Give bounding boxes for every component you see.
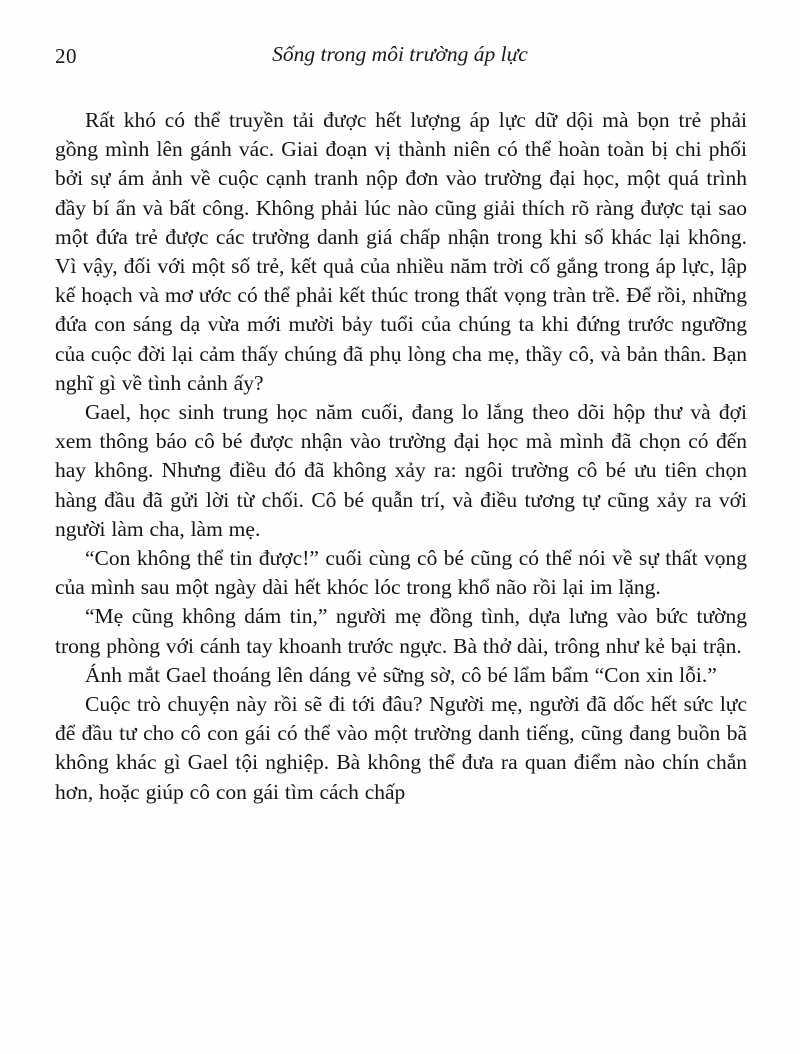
paragraph: “Con không thể tin được!” cuối cùng cô bé cũng có thể nói về sự thất vọng của mình sau một ngày dài hết khóc lóc trong khổ não rồi lại im lặng. (55, 546, 747, 600)
paragraph: Gael, học sinh trung học năm cuối, đang lo lắng theo dõi hộp thư và đợi xem thông báo cô bé được nhận vào trường đại học mà mình đã chọn có đến hay không. Nhưng điều đó đã không xảy ra: ngôi trường cô bé ưu tiên chọn hàng đầu đã gửi lời từ chối. Cô bé quẫn trí, và điều tương tự cũng xảy ra với người làm cha, làm mẹ. (55, 400, 747, 541)
page-number: 20 (55, 44, 77, 68)
paragraph: “Mẹ cũng không dám tin,” người mẹ đồng tình, dựa lưng vào bức tường trong phòng với cánh tay khoanh trước ngực. Bà thở dài, trông như kẻ bại trận. (55, 604, 747, 658)
body-text (55, 106, 747, 807)
paragraph: Cuộc trò chuyện này rồi sẽ đi tới đâu? Người mẹ, người đã dốc hết sức lực để đầu tư cho cô con gái có thể vào một trường danh tiếng, cũng đang buồn bã không khác gì Gael tội nghiệp. Bà không thể đưa ra quan điểm nào chín chắn hơn, hoặc giúp cô con gái tìm cách chấp (55, 692, 747, 804)
paragraph: Rất khó có thể truyền tải được hết lượng áp lực dữ dội mà bọn trẻ phải gồng mình lên gánh vác. Giai đoạn vị thành niên có thể hoàn toàn bị chi phối bởi sự ám ảnh về cuộc cạnh tranh nộp đơn vào trường đại học, một quá trình đầy bí ẩn và bất công. Không phải lúc nào cũng giải thích rõ ràng được tại sao một đứa trẻ được các trường danh giá chấp nhận trong khi số khác lại không. Vì vậy, đối với một số trẻ, kết quả của nhiều năm trời cố gắng trong áp lực, lập kế hoạch và mơ ước có thể phải kết thúc trong thất vọng tràn trề. Để rồi, những đứa con sáng dạ vừa mới mười bảy tuổi của chúng ta khi đứng trước ngưỡng của cuộc đời lại cảm thấy chúng đã phụ lòng cha mẹ, thầy cô, và bản thân. Bạn nghĩ gì về tình cảnh ấy? (55, 108, 747, 395)
running-header (55, 42, 745, 72)
running-title: Sống trong môi trường áp lực (272, 42, 528, 66)
paragraph: Ánh mắt Gael thoáng lên dáng vẻ sững sờ, cô bé lẩm bẩm “Con xin lỗi.” (85, 662, 717, 687)
